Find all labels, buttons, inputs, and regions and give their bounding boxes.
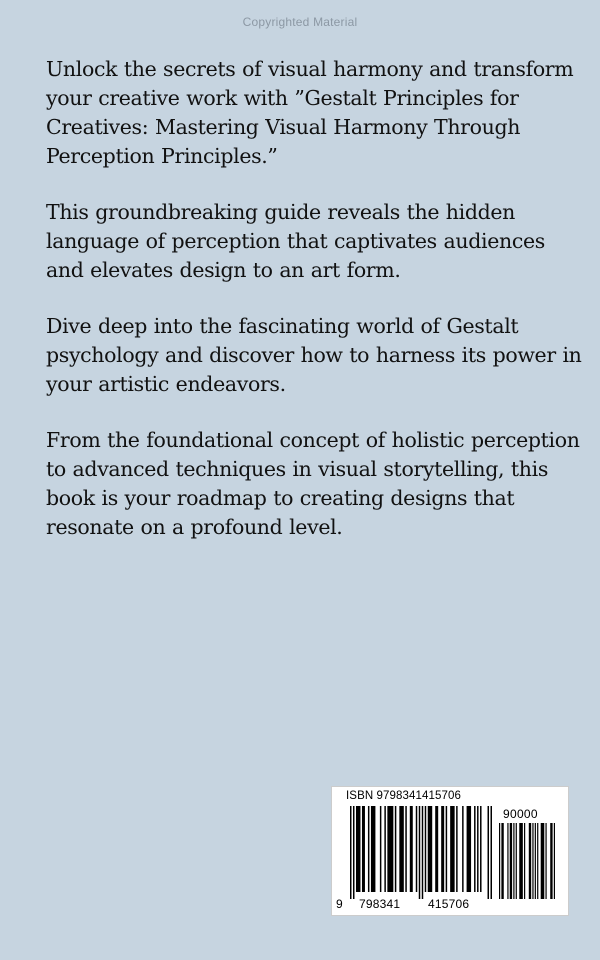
addon-bar [532, 823, 533, 899]
ean13-bar [380, 806, 381, 892]
ean13-bar [356, 806, 360, 892]
ean13-bar [350, 806, 351, 899]
ean13-bar [362, 806, 365, 892]
blurb-paragraph-2: This groundbreaking guide reveals the hidden language of perception that captivates audiences and elevates design to an art form. [46, 200, 545, 282]
addon-bars [499, 823, 555, 899]
blurb-paragraph-4: From the foundational concept of holistic perception to advanced techniques in visual storytelling, this book is your roadmap to creating designs that resonate on a profound level. [46, 428, 580, 539]
isbn-digit-first: 9 [336, 897, 343, 911]
ean13-bar [435, 806, 438, 892]
ean13-bar [399, 806, 403, 892]
ean13-bar [419, 806, 420, 899]
price-code: 90000 [503, 807, 538, 821]
ean13-bars [350, 806, 492, 899]
ean13-bar [395, 806, 396, 892]
isbn-digits-right-group: 415706 [428, 897, 470, 911]
addon-bar [537, 823, 538, 899]
addon-bar [535, 823, 536, 899]
ean13-bar [422, 806, 423, 899]
ean13-bar [456, 806, 457, 892]
isbn-barcode [331, 786, 569, 916]
ean13-bar [353, 806, 354, 899]
blurb-paragraph-3: Dive deep into the fascinating world of Gestalt psychology and discover how to harness its power in your artistic endeavors. [46, 314, 582, 396]
addon-bar [545, 823, 546, 899]
ean13-bar [368, 806, 369, 892]
isbn-label: ISBN 9798341415706 [346, 790, 461, 802]
ean13-bar [371, 806, 375, 892]
addon-bar [510, 823, 512, 899]
ean13-bar [477, 806, 478, 892]
ean13-bar [416, 806, 417, 892]
addon-bar [501, 823, 503, 899]
watermark-top: Copyrighted Material [242, 15, 358, 29]
ean13-bar [425, 806, 426, 892]
ean13-bar [450, 806, 454, 892]
ean13-bar [491, 806, 492, 899]
addon-bar [519, 823, 523, 899]
back-cover-blurb [46, 55, 586, 569]
addon-bar [541, 823, 545, 899]
ean13-bar [410, 806, 413, 892]
ean13-bar [488, 806, 489, 899]
addon-bar [516, 823, 517, 899]
ean13-bar [384, 806, 385, 892]
addon-bar [499, 823, 500, 899]
ean13-bar [428, 806, 432, 892]
blurb-paragraph-1: Unlock the secrets of visual harmony and transform your creative work with ”Gestalt Principles for Creatives: Mastering Visual Harmony Through Perception Principles.” [46, 57, 574, 168]
addon-bar [513, 823, 514, 899]
ean13-bar [462, 806, 463, 892]
ean13-bar [446, 806, 447, 892]
addon-bar [550, 823, 552, 899]
addon-bar [524, 823, 525, 899]
ean13-bar [405, 806, 406, 892]
addon-bar [507, 823, 508, 899]
isbn-digits-left-group: 798341 [359, 897, 401, 911]
ean13-bar [387, 806, 393, 892]
ean13-bar [441, 806, 444, 892]
ean13-bar [467, 806, 471, 892]
ean13-bar [480, 806, 481, 892]
addon-bar [529, 823, 531, 899]
ean13-bar [474, 806, 475, 892]
addon-bar [554, 823, 555, 899]
